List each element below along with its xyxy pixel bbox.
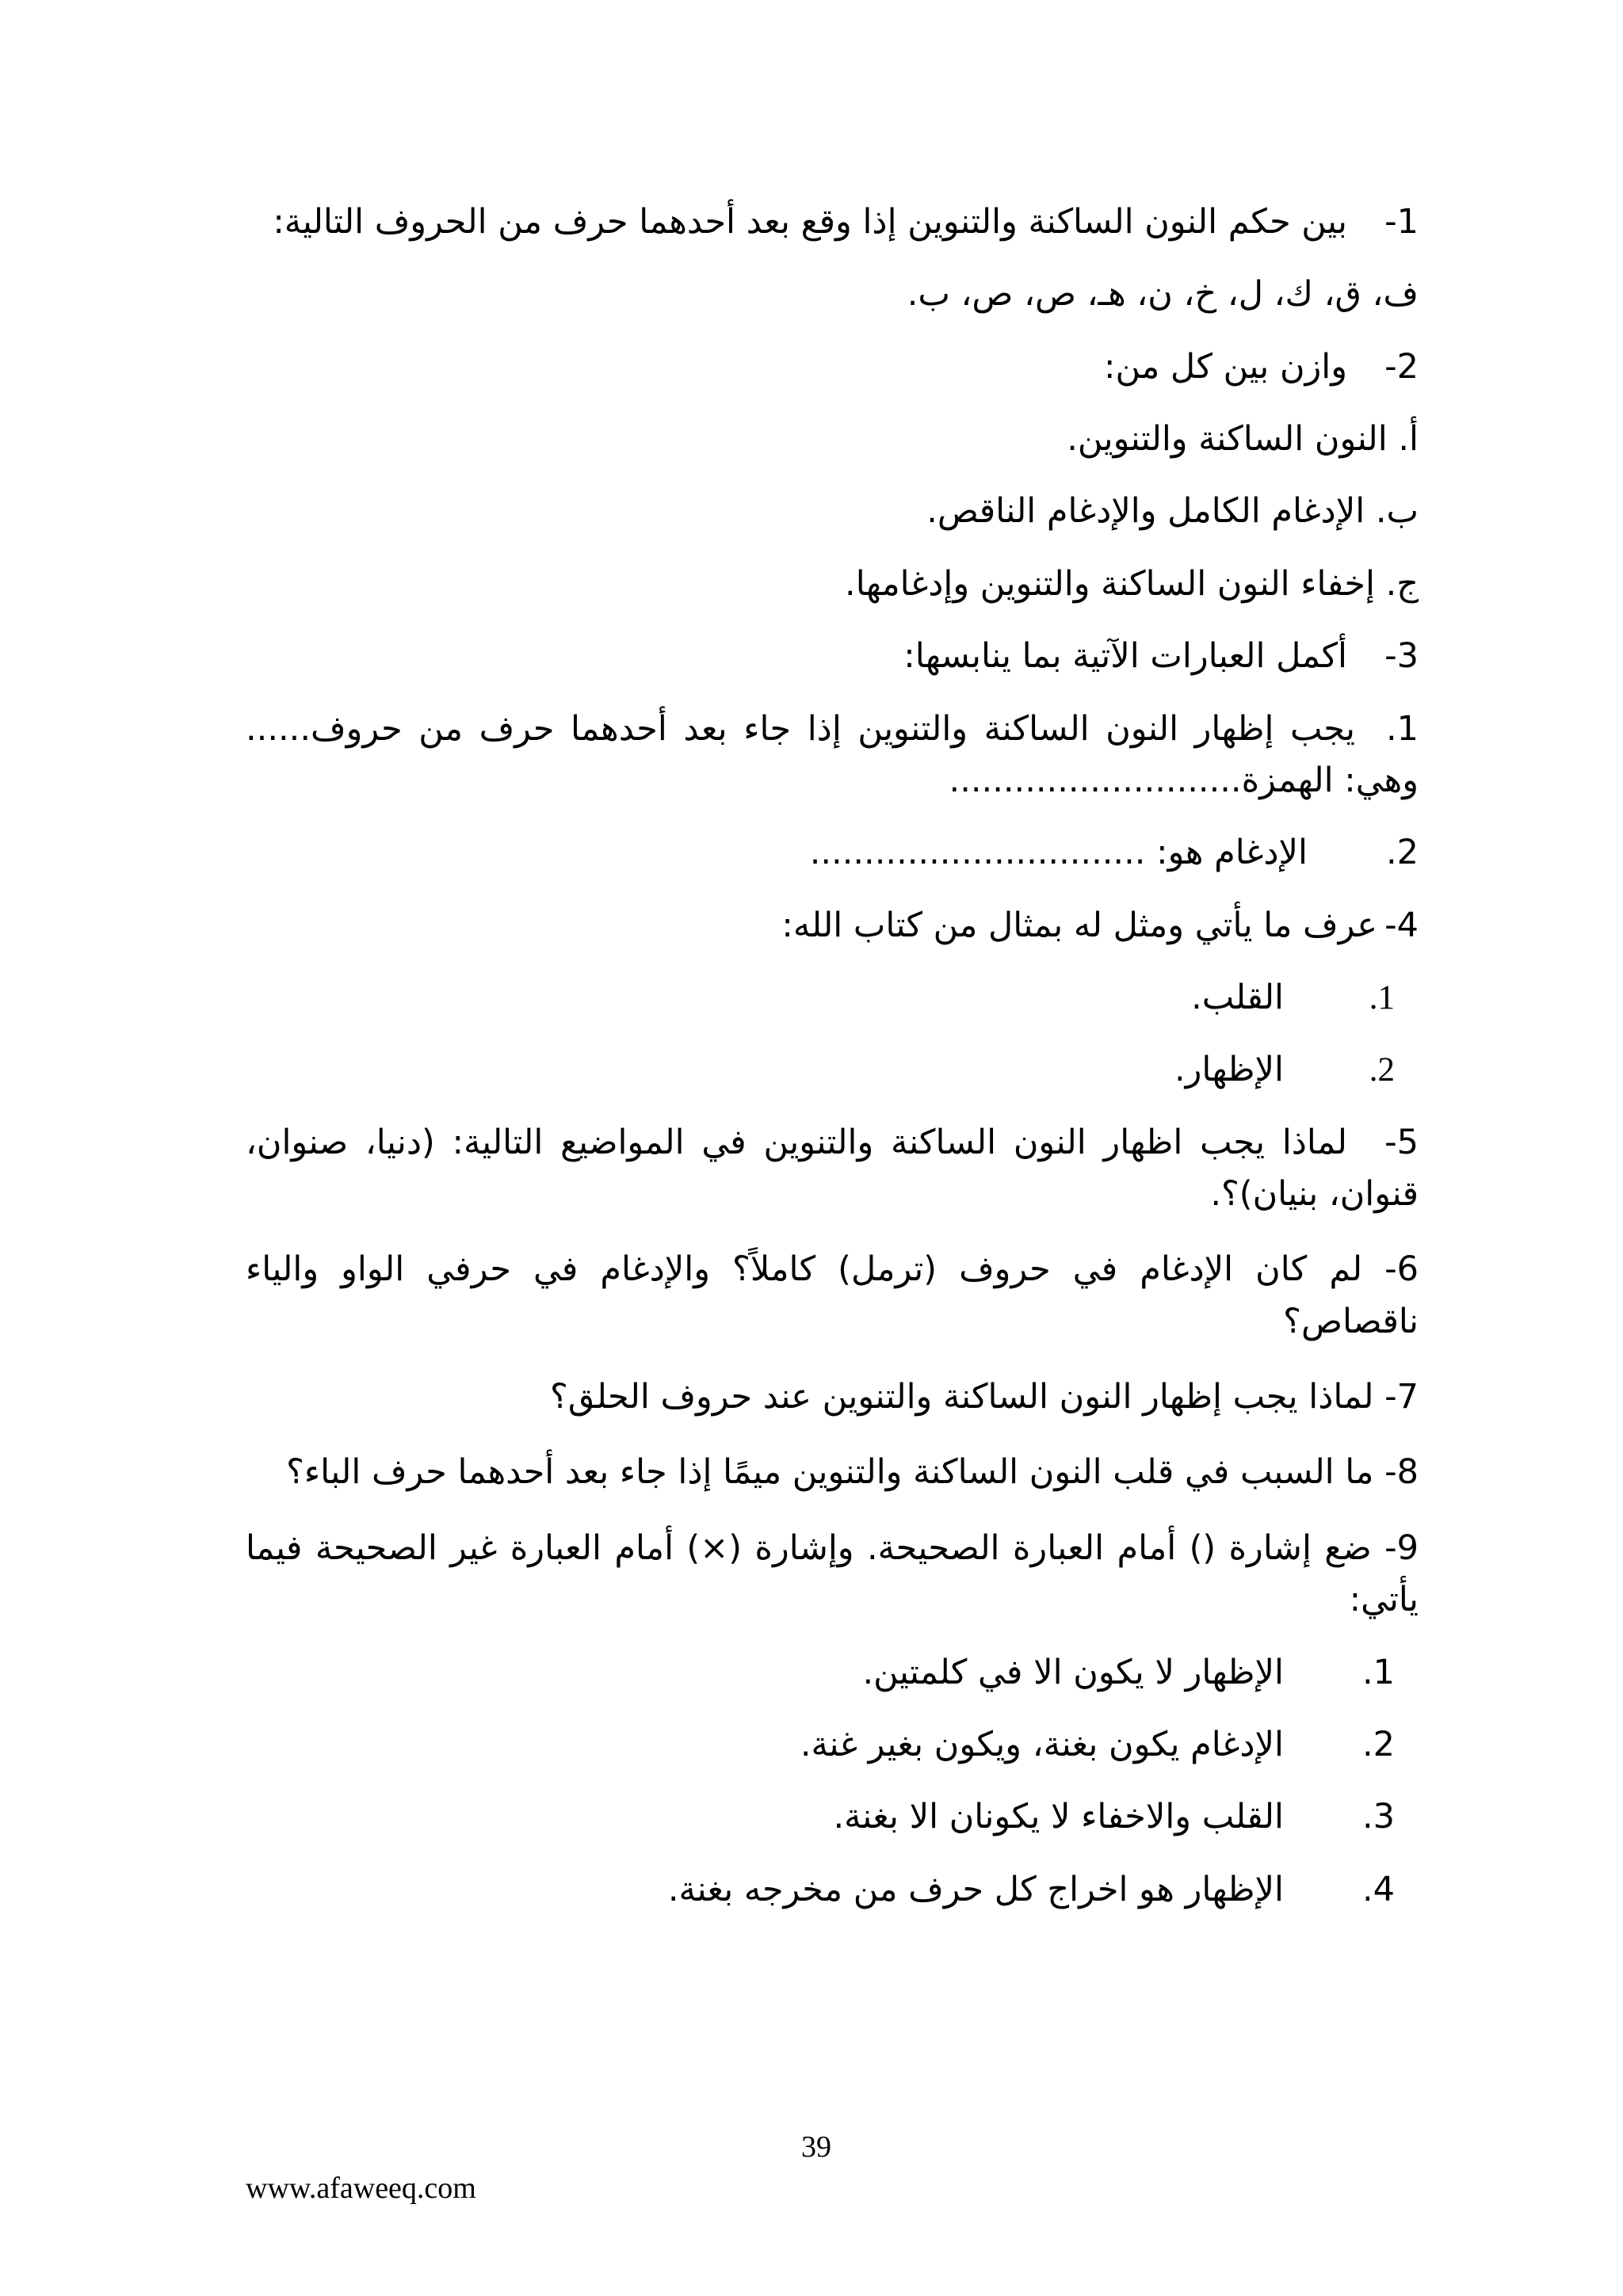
question-2-item-c: ج. إخفاء النون الساكنة والتنوين وإدغامها. <box>845 563 1419 604</box>
question-number: 3- <box>1384 636 1419 677</box>
question-text: ما السبب في قلب النون الساكنة والتنوين ميمًا إذا جاء بعد أحدهما حرف الباء؟ <box>286 1452 1374 1493</box>
question-3-item-2: 2.الإدغام هو: ............................... <box>809 833 1419 873</box>
page-number: 39 <box>801 2130 831 2164</box>
question-text: وازن بين كل من: <box>1103 346 1347 387</box>
question-2-item-a: أ. النون الساكنة والتنوين. <box>1067 419 1419 460</box>
question-7 <box>246 1371 1419 1423</box>
page-content <box>246 196 1419 1916</box>
question-number: 7- <box>1384 1377 1419 1417</box>
question-9-item-2: 2.الإدغام يكون بغنة، ويكون بغير غنة. <box>800 1724 1395 1764</box>
website-footer: www.afaweeq.com <box>246 2172 476 2205</box>
question-1 <box>246 196 1419 248</box>
question-number: 5- <box>1384 1122 1419 1162</box>
question-number: 1- <box>1384 202 1419 242</box>
question-4 <box>246 900 1419 952</box>
question-4-item-2: 2.الإظهار. <box>1174 1050 1395 1090</box>
question-2 <box>246 341 1419 393</box>
question-number: 4- <box>1384 905 1419 945</box>
question-text: ضع إشارة () أمام العبارة الصحيحة. وإشارة (×) أمام العبارة غير الصحيحة فيما يأتي: <box>246 1527 1419 1620</box>
question-number: 8- <box>1384 1452 1419 1493</box>
question-number: 9- <box>1384 1527 1419 1568</box>
question-number: 2- <box>1384 346 1419 387</box>
question-9-item-4: 4.الإظهار هو اخراج كل حرف من مخرجه بغنة. <box>667 1869 1395 1909</box>
question-9-item-1: 1.الإظهار لا يكون الا في كلمتين. <box>862 1652 1395 1692</box>
question-2-item-b: ب. الإدغام الكامل والإدغام الناقص. <box>926 491 1419 532</box>
question-9 <box>246 1523 1419 1627</box>
question-9-item-3: 3.القلب والاخفاء لا يكونان الا بغنة. <box>833 1797 1395 1837</box>
question-number: 6- <box>1384 1249 1419 1290</box>
question-text: بين حكم النون الساكنة والتنوين إذا وقع بعد أحدهما حرف من الحروف التالية: <box>273 202 1347 242</box>
question-text: لماذا يجب اظهار النون الساكنة والتنوين في المواضيع التالية: (دنيا، صنوان، قنوان، بنيان)؟. <box>246 1122 1419 1215</box>
question-5 <box>246 1117 1419 1221</box>
question-3-item-1: 1.يجب إظهار النون الساكنة والتنوين إذا جاء بعد أحدهما حرف من حروف...... وهي: الهمزة........................... <box>246 708 1419 800</box>
question-text: عرف ما يأتي ومثل له بمثال من كتاب الله: <box>781 905 1377 945</box>
question-text: لم كان الإدغام في حروف (ترمل) كاملاً؟ والإدغام في حرفي الواو والياء ناقصاص؟ <box>246 1249 1419 1341</box>
question-3 <box>246 631 1419 682</box>
question-4-item-1: 1.القلب. <box>1191 977 1395 1017</box>
question-8 <box>246 1447 1419 1498</box>
question-1-letters: ف، ق، ك، ل، خ، ن، هـ، ص، ص، ب. <box>907 274 1419 315</box>
question-6 <box>246 1244 1419 1348</box>
question-text: لماذا يجب إظهار النون الساكنة والتنوين عند حروف الحلق؟ <box>550 1377 1374 1417</box>
question-text: أكمل العبارات الآتية بما ينابسها: <box>903 636 1347 677</box>
